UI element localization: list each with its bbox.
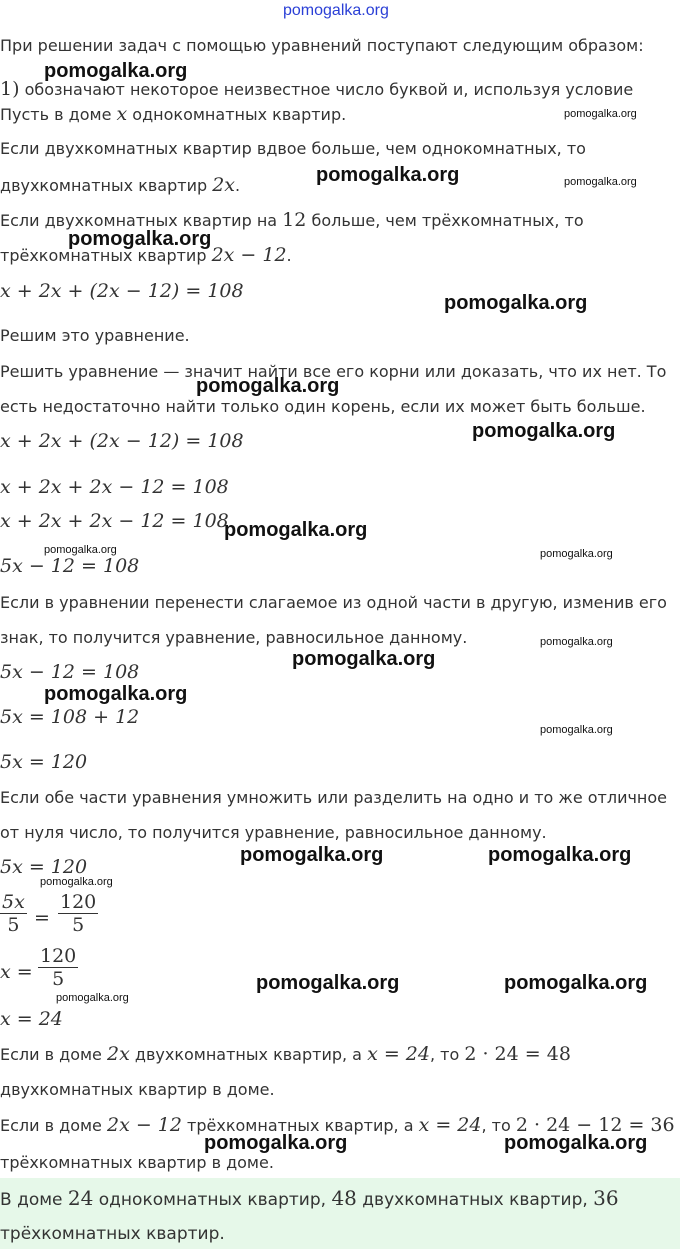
x-equals-label: x =	[0, 961, 33, 983]
equation-7: 5x = 108 + 12	[0, 706, 140, 728]
watermark: pomogalka.org	[540, 724, 613, 736]
definition-line-1: Решить уравнение — значит найти все его корни или доказать, что их нет. То	[0, 362, 667, 381]
watermark: pomogalka.org	[564, 108, 637, 120]
let-text-end: однокомнатных квартир.	[127, 105, 347, 124]
two-room-count-line	[0, 175, 240, 196]
conclusion-text: Если в доме	[0, 1045, 107, 1064]
let-text: Пусть в доме	[0, 105, 117, 124]
answer-24: 24	[67, 1186, 94, 1210]
watermark: pomogalka.org	[564, 176, 637, 188]
divide-rule-line-2: от нуля число, то получится уравнение, равносильное данному.	[0, 823, 547, 842]
watermark: pomogalka.org	[44, 683, 188, 705]
three-room-text: Если двухкомнатных квартир на	[0, 211, 283, 230]
definition-line-2: есть недостаточно найти только один корень, если их может быть больше.	[0, 397, 646, 416]
answer-line-1	[0, 1188, 619, 1210]
period: .	[235, 176, 241, 195]
solve-line: Решим это уравнение.	[0, 326, 190, 345]
expr-2x: 2x	[106, 1043, 130, 1065]
transfer-rule-line-1: Если в уравнении перенести слагаемое из одной части в другую, изменив его	[0, 593, 667, 612]
fraction-numerator: 5x	[2, 891, 25, 913]
answer-line-2: трёхкомнатных квартир.	[0, 1224, 225, 1244]
equation-9: 5x = 120	[0, 856, 88, 878]
answer-text: однокомнатных квартир,	[93, 1190, 332, 1210]
equation-8: 5x = 120	[0, 751, 88, 773]
watermark: pomogalka.org	[488, 844, 632, 866]
expr-x-24: x = 24	[367, 1043, 430, 1065]
conclusion-text: трёхкомнатных квартир, а	[181, 1116, 419, 1135]
watermark: pomogalka.org	[44, 544, 117, 556]
watermark: pomogalka.org	[540, 548, 613, 560]
watermark: pomogalka.org	[204, 1132, 348, 1154]
conclusion-two-room-line	[0, 1044, 571, 1065]
answer-text: В доме	[0, 1190, 68, 1210]
watermark: pomogalka.org	[316, 164, 460, 186]
fraction-denominator: 5	[72, 914, 85, 936]
step-one-text: обозначают некоторое неизвестное число буквой и, используя условие	[19, 80, 634, 99]
equation-3: x + 2x + 2x − 12 = 108	[0, 476, 229, 498]
conclusion-three-room-line-2: трёхкомнатных квартир в доме.	[0, 1153, 274, 1172]
fraction-120-over-5	[58, 891, 98, 936]
answer-box	[0, 1178, 680, 1249]
equation-2: x + 2x + (2x − 12) = 108	[0, 430, 244, 452]
period: .	[286, 246, 292, 265]
watermark: pomogalka.org	[224, 519, 368, 541]
expr-2x-12: 2x − 12	[211, 244, 287, 266]
watermark: pomogalka.org	[40, 876, 113, 888]
answer-48: 48	[331, 1186, 357, 1210]
num-12: 12	[282, 209, 307, 231]
watermark: pomogalka.org	[256, 972, 400, 994]
expr-2x-12: 2x − 12	[106, 1114, 182, 1136]
transfer-rule-line-2: знак, то получится уравнение, равносильное данному.	[0, 628, 468, 647]
watermark: pomogalka.org	[196, 375, 340, 397]
watermark: pomogalka.org	[444, 292, 588, 314]
watermark: pomogalka.org	[292, 648, 436, 670]
three-room-text-end: больше, чем трёхкомнатных, то	[306, 211, 584, 230]
calc-48: 2 · 24 = 48	[464, 1043, 571, 1065]
equation-4: x + 2x + 2x − 12 = 108	[0, 510, 229, 532]
var-x: x	[116, 103, 128, 125]
watermark: pomogalka.org	[504, 1132, 648, 1154]
intro-line: При решении задач с помощью уравнений поступают следующим образом:	[0, 36, 644, 55]
expr-2x: 2x	[212, 174, 236, 196]
watermark-top[interactable]: pomogalka.org	[283, 2, 389, 19]
fraction-5x-over-5	[0, 891, 27, 936]
expr-x-24: x = 24	[418, 1114, 482, 1136]
equation-6: 5x − 12 = 108	[0, 661, 140, 683]
watermark: pomogalka.org	[472, 420, 616, 442]
conclusion-two-room-line-2: двухкомнатных квартир в доме.	[0, 1080, 275, 1099]
step-number: 1)	[0, 78, 20, 100]
conclusion-text: Если в доме	[0, 1116, 107, 1135]
fraction-denominator: 5	[52, 968, 65, 990]
equation-5: 5x − 12 = 108	[0, 555, 140, 577]
calc-36: 2 · 24 − 12 = 36	[515, 1114, 675, 1136]
watermark: pomogalka.org	[68, 228, 212, 250]
watermark: pomogalka.org	[240, 844, 384, 866]
watermark: pomogalka.org	[504, 972, 648, 994]
fraction-denominator: 5	[7, 914, 20, 936]
equation-1: x + 2x + (2x − 12) = 108	[0, 280, 244, 302]
let-line	[0, 104, 346, 125]
answer-text: двухкомнатных квартир,	[356, 1190, 594, 1210]
conclusion-text: двухкомнатных квартир, а	[129, 1045, 368, 1064]
equation-result: x = 24	[0, 1008, 63, 1030]
conclusion-text: , то	[481, 1116, 516, 1135]
fraction-numerator: 120	[60, 891, 97, 913]
two-room-text: двухкомнатных квартир	[0, 176, 213, 195]
three-room-count-text: трёхкомнатных квартир	[0, 246, 212, 265]
divide-rule-line-1: Если обе части уравнения умножить или разделить на одно и то же отличное	[0, 788, 668, 807]
fraction-numerator: 120	[40, 945, 77, 967]
equals-sign: =	[34, 907, 50, 929]
watermark: pomogalka.org	[56, 992, 129, 1004]
answer-36: 36	[593, 1186, 619, 1210]
watermark: pomogalka.org	[44, 60, 188, 82]
conclusion-text: , то	[429, 1045, 465, 1064]
two-room-line: Если двухкомнатных квартир вдвое больше, чем однокомнатных, то	[0, 139, 586, 158]
watermark: pomogalka.org	[540, 636, 613, 648]
fraction-120-over-5-result	[38, 945, 78, 990]
